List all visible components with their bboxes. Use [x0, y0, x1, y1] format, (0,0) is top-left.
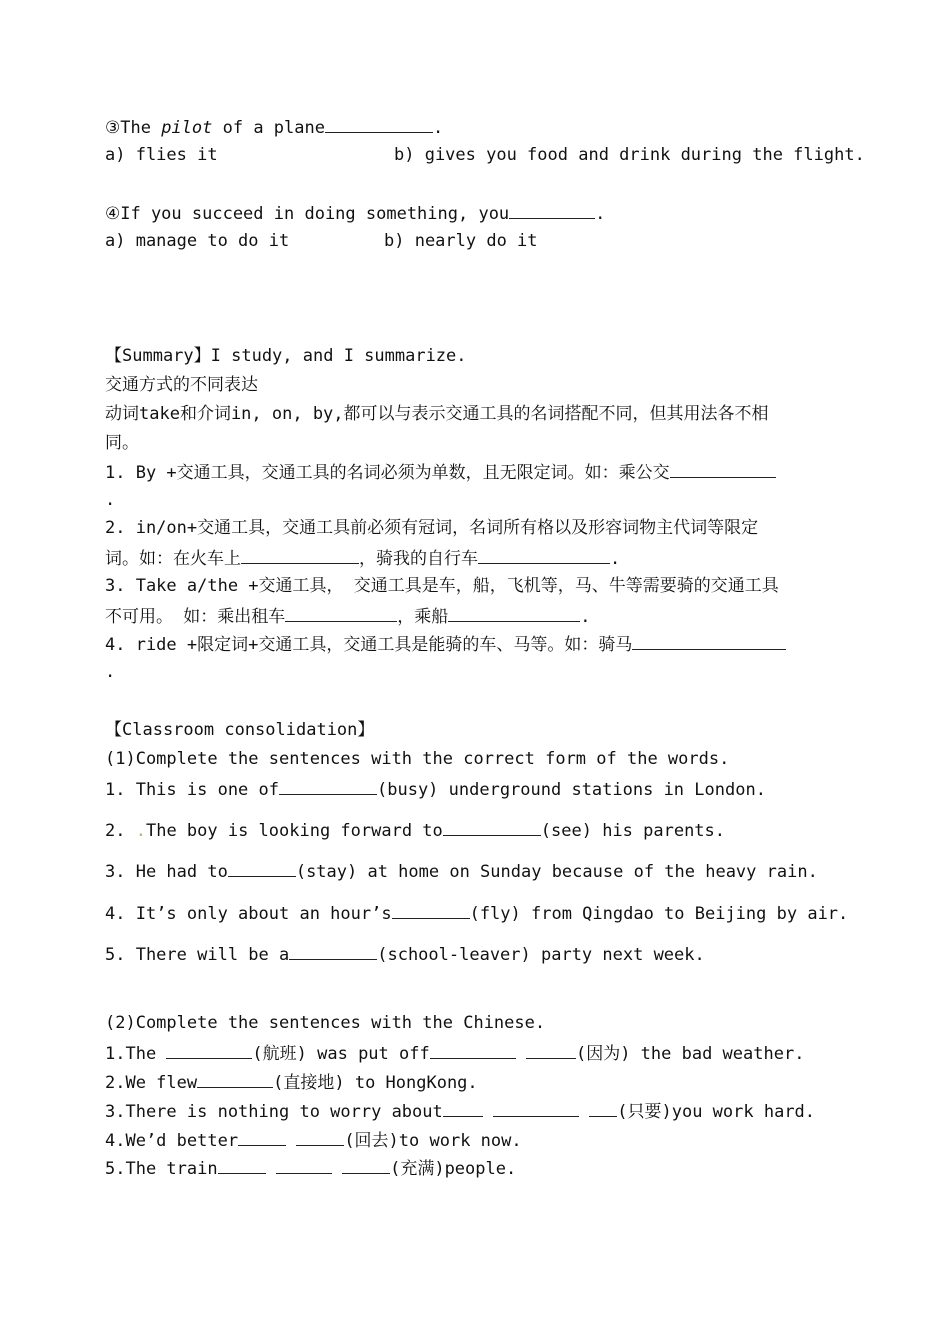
rule-4-blank[interactable]: [632, 632, 786, 650]
q3-option-b: b) gives you food and drink during the flight.: [394, 145, 865, 165]
rule-1-line-2: .: [105, 490, 116, 510]
q4-blank[interactable]: [509, 201, 595, 219]
q4-stem: ④If you succeed in doing something, you .: [105, 201, 605, 225]
q3-option-a: a) flies it: [105, 145, 218, 165]
exercise-2-blank-4[interactable]: [197, 1070, 273, 1088]
stray-mark: .: [135, 821, 146, 841]
q3-keyword: pilot: [161, 118, 213, 138]
summary-intro-2: 同。: [105, 433, 139, 453]
part-2-title: (2)Complete the sentences with the Chinese.: [105, 1013, 546, 1033]
exercise-2-sentence-2: 2.We flew (直接地) to HongKong.: [105, 1070, 478, 1094]
rule-3-line-2: 不可用。 如：乘出租车 ，乘船 .: [105, 604, 591, 628]
exercise-1-blank-4[interactable]: [392, 901, 470, 919]
exercise-2-blank-1[interactable]: [166, 1041, 252, 1059]
q4-option-b: b) nearly do it: [384, 231, 538, 251]
part-1-title: (1)Complete the sentences with the correct form of the words.: [105, 749, 730, 769]
exercise-2-blank-7[interactable]: [589, 1099, 617, 1117]
rule-1-blank[interactable]: [670, 460, 776, 478]
exercise-2-sentence-1: 1.The (航班) was put off (因为) the bad weather.: [105, 1041, 804, 1065]
rule-4-line-2: .: [105, 662, 116, 682]
rule-2-blank-bike[interactable]: [478, 546, 610, 564]
summary-intro-1: 动词take和介词in, on, by,都可以与表示交通工具的名词搭配不同，但其用法各不相: [105, 404, 769, 424]
exercise-2-blank-10[interactable]: [218, 1156, 266, 1174]
exercise-2-sentence-3: 3.There is nothing to worry about (只要)you work hard.: [105, 1099, 815, 1123]
exercise-1-sentence-1: 1. This is one of (busy) underground stations in London.: [105, 777, 766, 801]
exercise-1-sentence-4: 4. It’s only about an hour’s (fly) from Qingdao to Beijing by air.: [105, 901, 848, 925]
q4-option-a: a) manage to do it: [105, 231, 290, 251]
exercise-2-blank-6[interactable]: [493, 1099, 579, 1117]
exercise-2-blank-11[interactable]: [276, 1156, 332, 1174]
exercise-2-blank-3[interactable]: [526, 1041, 576, 1059]
exercise-2-blank-12[interactable]: [342, 1156, 390, 1174]
exercise-1-blank-1[interactable]: [279, 777, 377, 795]
rule-2-blank-train[interactable]: [241, 546, 359, 564]
exercise-2-sentence-4: 4.We’d better (回去)to work now.: [105, 1128, 522, 1152]
exercise-1-sentence-5: 5. There will be a (school-leaver) party next week.: [105, 942, 705, 966]
exercise-1-blank-5[interactable]: [289, 942, 377, 960]
rule-1-line-1: 1. By +交通工具，交通工具的名词必须为单数，且无限定词。如：乘公交: [105, 460, 776, 484]
summary-title: 交通方式的不同表达: [105, 375, 258, 395]
exercise-1-blank-2[interactable]: [443, 818, 541, 836]
rule-3-blank-ship[interactable]: [448, 604, 580, 622]
exercise-2-blank-8[interactable]: [238, 1128, 286, 1146]
q3-blank[interactable]: [325, 115, 433, 133]
exercise-1-sentence-2: 2. .The boy is looking forward to (see) his parents.: [105, 818, 725, 842]
exercise-2-blank-9[interactable]: [296, 1128, 344, 1146]
exercise-2-blank-5[interactable]: [443, 1099, 483, 1117]
rule-2-line-1: 2. in/on+交通工具，交通工具前必须有冠词，名词所有格以及形容词物主代词等限定: [105, 518, 759, 538]
rule-2-line-2: 词。如：在火车上 ，骑我的自行车 .: [105, 546, 620, 570]
rule-4-line-1: 4. ride +限定词+交通工具，交通工具是能骑的车、马等。如：骑马: [105, 632, 786, 656]
exercise-2-blank-2[interactable]: [430, 1041, 516, 1059]
exercise-2-sentence-5: 5.The train (充满)people.: [105, 1156, 516, 1180]
rule-3-blank-taxi[interactable]: [285, 604, 397, 622]
exercise-1-sentence-3: 3. He had to (stay) at home on Sunday because of the heavy rain.: [105, 859, 818, 883]
q3-stem: ③The pilot of a plane .: [105, 115, 443, 139]
consolidation-heading: 【Classroom consolidation】: [105, 720, 375, 740]
rule-3-line-1: 3. Take a/the +交通工具， 交通工具是车，船，飞机等，马、牛等需要骑的交通工具: [105, 576, 779, 596]
summary-heading: 【Summary】I study, and I summarize.: [105, 346, 467, 366]
exercise-1-blank-3[interactable]: [228, 859, 296, 877]
